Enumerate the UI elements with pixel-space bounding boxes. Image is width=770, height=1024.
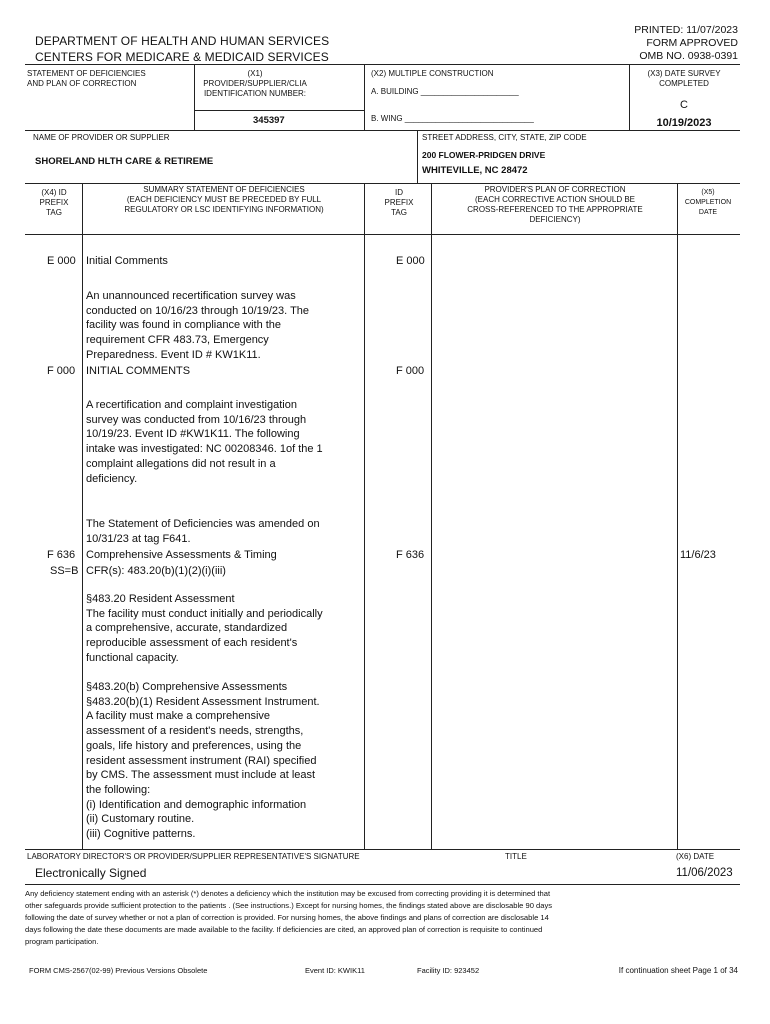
form-number: FORM CMS-2567(02-99) Previous Versions Obsolete bbox=[29, 966, 208, 975]
statement-label: STATEMENT OF DEFICIENCIES AND PLAN OF CORRECTION bbox=[27, 69, 146, 88]
f000-body: A recertification and complaint investigation survey was conducted from 10/16/23 through 10/19/23. Event ID #KW1K11. The following intake was investigated: NC 00208346. 1of the 1 complaint allegations did not result in a deficiency. bbox=[86, 399, 323, 485]
f636-paragraph-2: §483.20(b) Comprehensive Assessments §483.20(b)(1) Resident Assessment Instrument. A facility must make a comprehensive assessment of a resident's needs, strengths, goals, life history and preferences, using the resident assessment instrument (RAI) specified by CMS. The assessment must include at least the following: (i) Identification and demographic information (ii) Customary routine. (iii) Cognitive patterns. bbox=[86, 681, 320, 841]
x3-label: (X3) DATE SURVEY COMPLETED bbox=[647, 69, 721, 88]
f000-title: INITIAL COMMENTS bbox=[86, 365, 191, 377]
f636-id-tag: F 636 bbox=[396, 549, 425, 561]
form-approved: FORM APPROVED bbox=[646, 37, 738, 49]
event-id: Event ID: KWIK11 bbox=[305, 966, 365, 975]
provider-street: 200 FLOWER-PRIDGEN DRIVE bbox=[422, 150, 546, 160]
printed-date: PRINTED: 11/07/2023 bbox=[634, 24, 738, 36]
col-id-header: ID PREFIX TAG bbox=[384, 188, 414, 217]
omb-number: OMB NO. 0938-0391 bbox=[639, 50, 738, 62]
x3-date: 10/19/2023 bbox=[656, 117, 712, 129]
facility-id: Facility ID: 923452 bbox=[417, 966, 480, 975]
building-label: A. BUILDING ______________________ bbox=[371, 87, 519, 96]
f000-tag: F 000 bbox=[47, 365, 76, 377]
e000-tag: E 000 bbox=[47, 255, 76, 267]
f636-tag: F 636 bbox=[47, 549, 76, 561]
agency-title: CENTERS FOR MEDICARE & MEDICAID SERVICES bbox=[35, 50, 329, 64]
page-indicator: If continuation sheet Page 1 of 34 bbox=[618, 966, 738, 975]
col-summary-header: SUMMARY STATEMENT OF DEFICIENCIES (EACH DEFICIENCY MUST BE PRECEDED BY FULL REGULATORY OR LSC IDENTIFYING INFORMATION) bbox=[124, 185, 324, 214]
e000-id-tag: E 000 bbox=[396, 255, 425, 267]
e000-title: Initial Comments bbox=[86, 255, 168, 267]
x1-value: 345397 bbox=[253, 115, 285, 126]
title-label: TITLE bbox=[505, 852, 527, 861]
provider-name: SHORELAND HLTH CARE & RETIREME bbox=[35, 156, 214, 167]
department-title: DEPARTMENT OF HEALTH AND HUMAN SERVICES bbox=[35, 34, 330, 48]
provider-name-label: NAME OF PROVIDER OR SUPPLIER bbox=[33, 133, 170, 142]
e000-body: An unannounced recertification survey was conducted on 10/16/23 through 10/19/23. The facility was found in compliance with the requirement CFR 483.73, Emergency Preparedness. Event ID # KW1K11. bbox=[86, 290, 310, 361]
signature-label: LABORATORY DIRECTOR'S OR PROVIDER/SUPPLIER REPRESENTATIVE'S SIGNATURE bbox=[27, 852, 360, 861]
f000-id-tag: F 000 bbox=[396, 365, 425, 377]
f636-completion-date: 11/6/23 bbox=[680, 549, 716, 561]
col-x5-header: (X5) COMPLETION DATE bbox=[684, 189, 732, 216]
date-label: (X6) DATE bbox=[676, 852, 715, 861]
signature-value: Electronically Signed bbox=[35, 866, 147, 880]
col-x4-header: (X4) ID PREFIX TAG bbox=[39, 188, 69, 217]
disclaimer: Any deficiency statement ending with an asterisk (*) denotes a deficiency which the institution may be excused from correcting providing it is determined that other safeguards provide sufficient protection to the patients . (See instructions.) Except for nursing homes, the findings stated above are disclosable 90 days following the date of survey whether or not a plan of correction is provided. For nursing homes, the above findings and plans of correction are disclosable 14 days following the date these documents are made available to the facility. If deficiencies are cited, an approved plan of correction is requisite to continued program participation. bbox=[25, 889, 553, 946]
x3-type: C bbox=[680, 99, 688, 111]
f636-paragraph-1: §483.20 Resident Assessment The facility must conduct initially and periodically a comprehensive, accurate, standardized reproducible assessment of each resident's functional capacity. bbox=[86, 593, 323, 664]
signature-date: 11/06/2023 bbox=[676, 867, 733, 879]
f636-cfr: CFR(s): 483.20(b)(1)(2)(i)(iii) bbox=[86, 565, 226, 577]
wing-label: B. WING _____________________________ bbox=[371, 114, 534, 123]
f000-amended: The Statement of Deficiencies was amended on 10/31/23 at tag F641. bbox=[86, 518, 320, 545]
f636-severity: SS=B bbox=[50, 565, 79, 577]
address-label: STREET ADDRESS, CITY, STATE, ZIP CODE bbox=[422, 133, 587, 142]
x2-label: (X2) MULTIPLE CONSTRUCTION bbox=[371, 69, 494, 78]
x1-label: (X1) PROVIDER/SUPPLIER/CLIA IDENTIFICATION NUMBER: bbox=[203, 69, 307, 98]
f636-title: Comprehensive Assessments & Timing bbox=[86, 549, 277, 561]
provider-city: WHITEVILLE, NC 28472 bbox=[422, 165, 528, 176]
col-plan-header: PROVIDER'S PLAN OF CORRECTION (EACH CORRECTIVE ACTION SHOULD BE CROSS-REFERENCED TO THE APPROPRIATE DEFICIENCY) bbox=[467, 185, 643, 224]
